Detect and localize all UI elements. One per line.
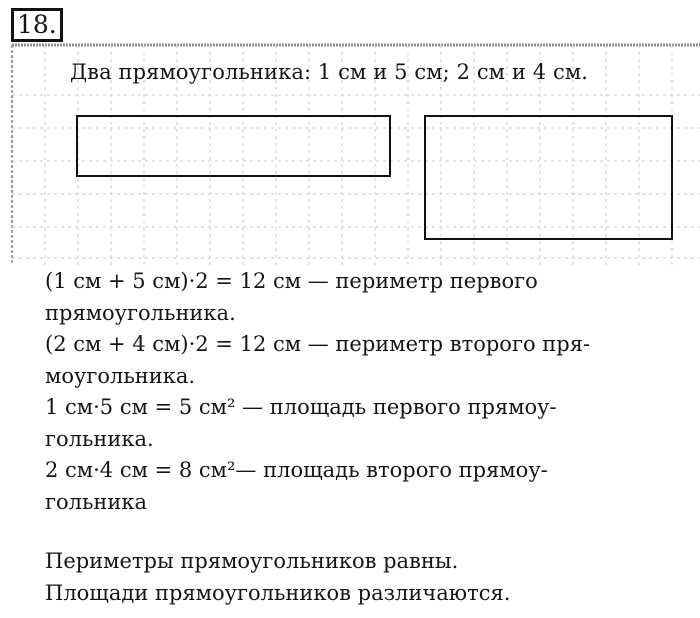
rectangle-2x4 bbox=[424, 115, 673, 240]
solution-line: гольника. bbox=[45, 426, 154, 451]
task-number: 18. bbox=[11, 8, 63, 42]
conclusion-line: Площади прямоугольников различаются. bbox=[45, 580, 511, 605]
solution-line: 2 см·4 см = 8 см²— площадь второго прямоу- bbox=[45, 458, 548, 482]
task-heading: Два прямоугольника: 1 см и 5 см; 2 см и 4 см. bbox=[70, 60, 589, 84]
rectangle-1x5 bbox=[76, 115, 391, 177]
conclusion-block bbox=[45, 546, 690, 609]
solution-line: (1 см + 5 см)·2 = 12 см — периметр первого bbox=[45, 269, 538, 293]
solution-line: моугольника. bbox=[45, 363, 196, 388]
solution-line: прямоугольника. bbox=[45, 300, 236, 325]
solution-line: (2 см + 4 см)·2 = 12 см — периметр второго пря- bbox=[45, 332, 591, 356]
solution-line: 1 см·5 см = 5 см² — площадь первого прямоу- bbox=[45, 395, 557, 419]
solution-line: гольника bbox=[45, 489, 148, 514]
conclusion-line: Периметры прямоугольников равны. bbox=[45, 549, 459, 573]
solution-block bbox=[45, 266, 690, 518]
